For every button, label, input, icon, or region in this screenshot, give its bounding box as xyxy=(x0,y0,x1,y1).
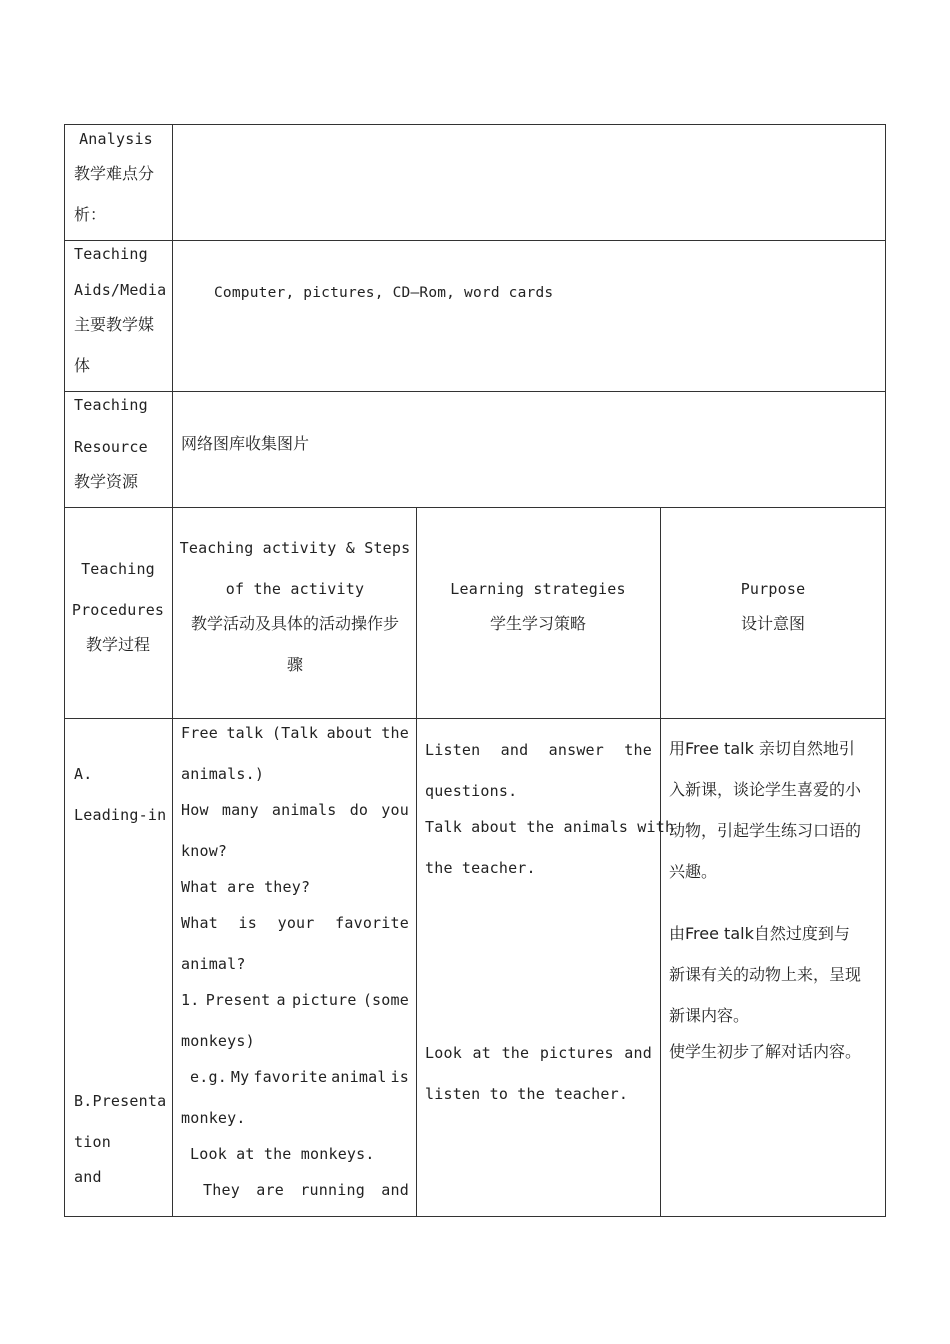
activity-line-5: What are they? xyxy=(181,878,311,896)
aids-label-cn-1: 主要教学媒 xyxy=(74,315,155,334)
analysis-label-cn-1: 教学难点分 xyxy=(74,164,155,183)
analysis-label-en: Analysis xyxy=(79,130,153,148)
aids-content: Computer, pictures, CD—Rom, word cards xyxy=(214,285,554,301)
purpose-line-6: 新课有关的动物上来，呈现 xyxy=(669,965,862,984)
activity-line-1 xyxy=(181,724,409,742)
activity-header-en-1: Teaching activity & Steps xyxy=(179,539,411,557)
activity-line-3 xyxy=(181,801,409,819)
purpose-line-8: 使学生初步了解对话内容。 xyxy=(669,1042,862,1061)
activity-line-13 xyxy=(203,1181,409,1199)
purpose-line-3: 动物，引起学生练习口语的 xyxy=(669,821,862,840)
strategies-header-en: Learning strategies xyxy=(450,580,626,598)
justified-text: What is your favorite xyxy=(181,914,409,932)
strategies-line-1 xyxy=(425,741,652,759)
justified-text: e.g. My favorite animal is xyxy=(190,1068,409,1086)
strategies-line-5 xyxy=(425,1044,652,1062)
justified-text: 1. Present a picture (some xyxy=(181,991,409,1009)
resource-content: 网络图库收集图片 xyxy=(181,434,310,453)
purpose-header-en: Purpose xyxy=(740,580,806,598)
purpose-line-7: 新课内容。 xyxy=(669,1006,750,1025)
resource-label-cn: 教学资源 xyxy=(74,472,139,491)
activity-line-12: Look at the monkeys. xyxy=(190,1145,375,1163)
justified-text: How many animals do you xyxy=(181,801,409,819)
purpose-line-2: 入新课，谈论学生喜爱的小 xyxy=(669,780,862,799)
procedures-header-cn: 教学过程 xyxy=(85,635,151,654)
resource-label-en-1: Teaching xyxy=(74,396,148,414)
activity-line-8 xyxy=(181,991,409,1009)
activity-line-7: animal? xyxy=(181,955,246,973)
procedures-header-en-2: Procedures xyxy=(71,601,165,619)
strategies-line-4: the teacher. xyxy=(425,859,536,877)
strategies-line-3: Talk about the animals with xyxy=(425,818,675,836)
aids-label-cn-2: 体 xyxy=(74,356,91,375)
stage-a-name: Leading-in xyxy=(74,806,167,824)
aids-label-en-2: Aids/Media xyxy=(74,281,167,299)
activity-header-en-2: of the activity xyxy=(225,580,365,598)
stage-a-label: A. xyxy=(74,765,93,783)
justified-text: Free talk (Talk about the xyxy=(181,724,409,742)
strategies-header-cn: 学生学习策略 xyxy=(489,614,587,633)
purpose-line-1: 用Free talk 亲切自然地引 xyxy=(669,739,855,758)
activity-line-4: know? xyxy=(181,842,228,860)
activity-line-2: animals.) xyxy=(181,765,265,783)
stage-b-name-3: and xyxy=(74,1168,102,1186)
activity-line-9: monkeys) xyxy=(181,1032,255,1050)
purpose-header-cn: 设计意图 xyxy=(740,614,806,633)
resource-label-en-2: Resource xyxy=(74,438,148,456)
activity-line-6 xyxy=(181,914,409,932)
activity-header-cn-1: 教学活动及具体的活动操作步 xyxy=(190,614,400,633)
purpose-line-4: 兴趣。 xyxy=(669,862,718,881)
activity-line-11: monkey. xyxy=(181,1109,246,1127)
aids-label-en-1: Teaching xyxy=(74,245,148,263)
justified-text: Look at the pictures and xyxy=(425,1044,652,1062)
analysis-label-cn-2: 析： xyxy=(74,205,107,224)
purpose-line-5: 由Free talk自然过度到与 xyxy=(669,924,850,943)
procedures-header-en-1: Teaching xyxy=(81,560,155,578)
stage-b-name-2: tion xyxy=(74,1133,111,1151)
justified-text: Listen and answer the xyxy=(425,741,652,759)
justified-text: They are running and xyxy=(203,1181,409,1199)
activity-header-cn-2: 骤 xyxy=(286,655,304,674)
strategies-line-2: questions. xyxy=(425,782,518,800)
strategies-line-6: listen to the teacher. xyxy=(425,1085,629,1103)
stage-b-name-1: B.Presenta xyxy=(74,1092,167,1110)
activity-line-10 xyxy=(190,1068,409,1086)
